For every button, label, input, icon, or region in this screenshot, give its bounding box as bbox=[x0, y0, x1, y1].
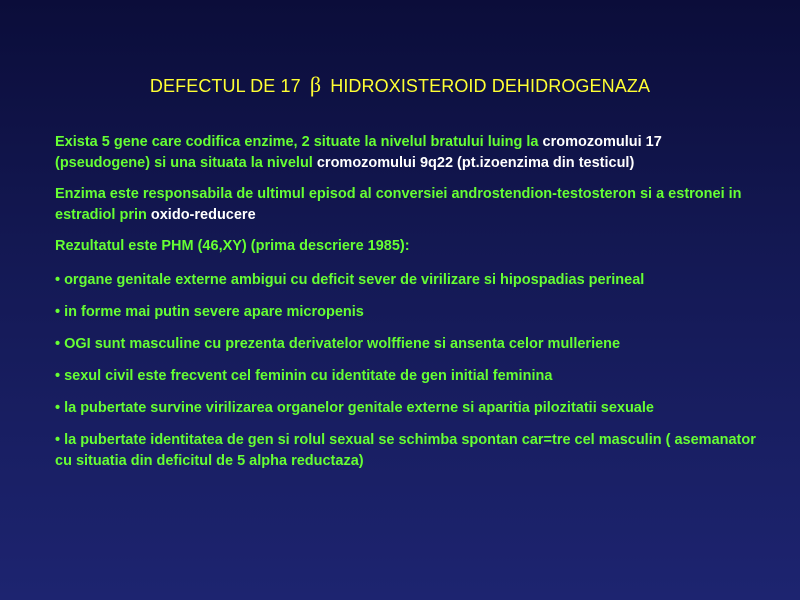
title-prefix: DEFECTUL DE 17 bbox=[149, 76, 301, 96]
list-item-text: la pubertate survine virilizarea organelor genitale externe si aparitia pilozitatii sexuale bbox=[64, 400, 654, 416]
list-item bbox=[55, 302, 770, 323]
slide-title bbox=[0, 72, 800, 98]
bullet-icon: • bbox=[55, 272, 61, 288]
paragraph-genes-text-1: Exista 5 gene care codifica enzime, 2 situate la nivelul bratului luing la bbox=[55, 134, 543, 150]
list-item bbox=[55, 334, 770, 355]
bullet-icon: • bbox=[55, 304, 61, 320]
list-item-text: organe genitale externe ambigui cu deficit sever de virilizare si hipospadias perineal bbox=[64, 272, 645, 288]
title-beta-symbol: β bbox=[309, 72, 322, 97]
paragraph-genes bbox=[55, 132, 770, 174]
title-suffix: HIDROXISTEROID DEHIDROGENAZA bbox=[330, 76, 651, 96]
paragraph-genes-highlight-2: cromozomului 9q22 bbox=[316, 155, 454, 171]
list-item bbox=[55, 270, 770, 291]
list-item bbox=[55, 398, 770, 419]
list-item-text: la pubertate identitatea de gen si rolul sexual se schimba spontan car=tre cel masculin ( asemanator cu situatia din deficitul de 5 alpha reductaza) bbox=[55, 432, 756, 469]
paragraph-enzyme-highlight: oxido-reducere bbox=[150, 207, 256, 223]
paragraph-genes-highlight-3: (pt.izoenzima din testicul) bbox=[453, 155, 635, 171]
list-item bbox=[55, 430, 770, 472]
paragraph-genes-highlight-1: cromozomului 17 bbox=[542, 134, 662, 150]
list-item bbox=[55, 366, 770, 387]
paragraph-result: Rezultatul este PHM (46,XY) (prima descriere 1985): bbox=[55, 238, 410, 254]
bullet-icon: • bbox=[55, 336, 61, 352]
list-item-text: sexul civil este frecvent cel feminin cu identitate de gen initial feminina bbox=[64, 368, 553, 384]
slide-body bbox=[55, 132, 770, 483]
paragraph-genes-text-2: (pseudogene) si una situata la nivelul bbox=[55, 155, 317, 171]
bullet-icon: • bbox=[55, 368, 61, 384]
paragraph-enzyme bbox=[55, 184, 770, 226]
list-item-text: in forme mai putin severe apare micropenis bbox=[64, 304, 364, 320]
bullet-icon: • bbox=[55, 432, 61, 448]
paragraph-enzyme-text: Enzima este responsabila de ultimul episod al conversiei androstendion-testosteron si a estronei in estradiol prin bbox=[55, 186, 742, 223]
bullet-icon: • bbox=[55, 400, 61, 416]
list-item-text: OGI sunt masculine cu prezenta derivatelor wolffiene si ansenta celor mulleriene bbox=[64, 336, 621, 352]
